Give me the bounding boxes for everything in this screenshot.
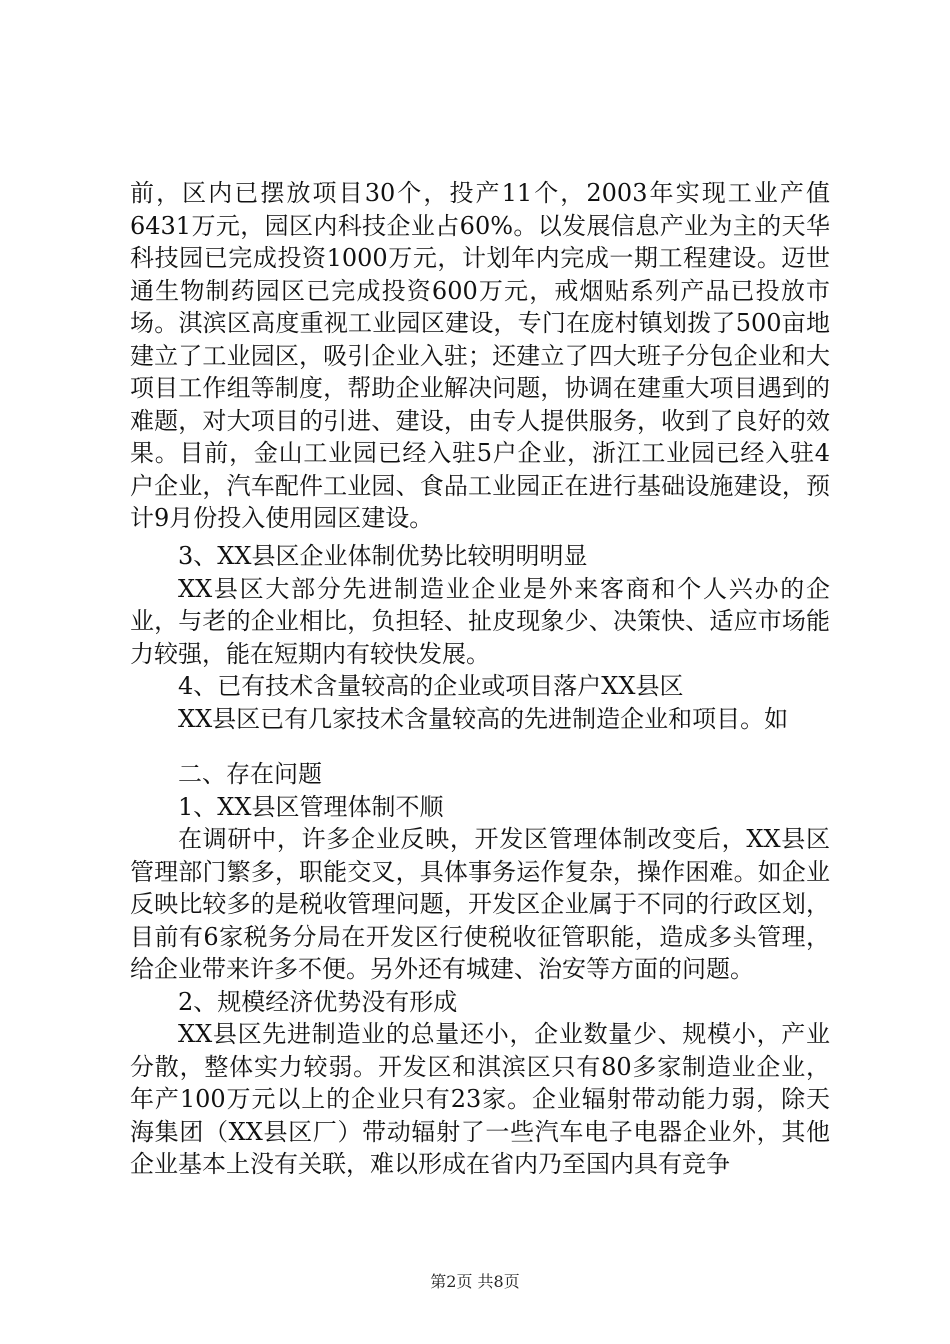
text-block-top (130, 177, 830, 535)
paragraph-tech-enterprises: XX县区已有几家技术含量较高的先进制造企业和项目。如 (178, 704, 789, 733)
page-number-footer: 第2页 共8页 (430, 1272, 520, 1291)
paragraph-industrial-parks: 前，区内已摆放项目30个，投产11个，2003年实现工业产值6431万元，园区内科技企业占60%。以发展信息产业为主的天华科技园已完成投资1000万元，计划年内完成一期工程建设。迈世通生物制药园区已完成投资600万元，戒烟贴系列产品已投放市场。淇滨区高度重视工业园区建设，专门在庞村镇划拨了500亩地建立了工业园区，吸引企业入驻；还建立了四大班子分包企业和大项目工作组等制度，帮助企业解决问题，协调在建重大项目遇到的难题，对大项目的引进、建设，由专人提供服务，收到了良好的效果。目前，金山工业园已经入驻5户企业，浙江工业园已经入驻4户企业，汽车配件工业园、食品工业园正在进行基础设施建设，预计9月份投入使用园区建设。 (130, 179, 830, 532)
heading-enterprise-system: 3、XX县区企业体制优势比较明明明显 (178, 542, 588, 570)
paragraph-management-system: 在调研中，许多企业反映，开发区管理体制改变后，XX县区管理部门繁多，职能交叉，具体事务运作复杂，操作困难。如企业反映比较多的是税收管理问题，开发区企业属于不同的行政区划，目前有6家税务分局在开发区行使税收征管职能，造成多头管理，给企业带来许多不便。另外还有城建、治安等方面的问题。 (130, 825, 830, 983)
text-block-middle (130, 540, 830, 735)
heading-management-system: 1、XX县区管理体制不顺 (178, 792, 444, 821)
heading-tech-enterprises: 4、已有技术含量较高的企业或项目落户XX县区 (178, 672, 684, 700)
heading-scale-economy: 2、规模经济优势没有形成 (178, 987, 458, 1016)
section-heading-problems: 二、存在问题 (178, 760, 322, 788)
paragraph-scale-economy: XX县区先进制造业的总量还小，企业数量少、规模小，产业分散，整体实力较弱。开发区和淇滨区只有80多家制造业企业，年产100万元以上的企业只有23家。企业辐射带动能力弱，除天海集团（XX县区厂）带动辐射了一些汽车电子电器企业外，其他企业基本上没有关联，难以形成在省内乃至国内具有竞争 (130, 1020, 830, 1178)
text-block-bottom (130, 758, 830, 1181)
paragraph-enterprise-system: XX县区大部分先进制造业企业是外来客商和个人兴办的企业，与老的企业相比，负担轻、扯皮现象少、决策快、适应市场能力较强，能在短期内有较快发展。 (130, 574, 830, 668)
